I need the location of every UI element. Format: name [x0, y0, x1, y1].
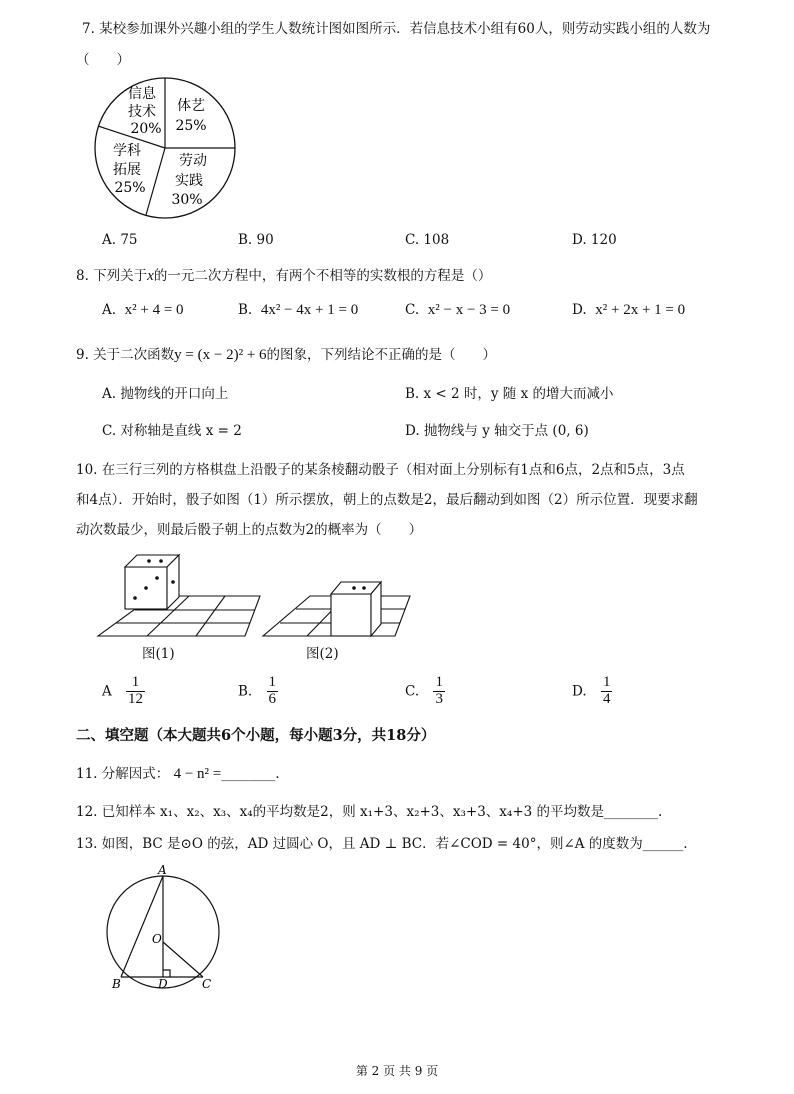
- q13-figure: [100, 862, 230, 994]
- q10-option-a-fraction: [126, 675, 145, 708]
- pie-percent-labor: 30%: [171, 192, 203, 208]
- q9-stem-a: 9. 关于二次函数: [76, 347, 175, 363]
- q8-option-b: [238, 302, 358, 319]
- q9-option-a: A. 抛物线的开口向上: [102, 386, 229, 402]
- q8-option-a: [102, 302, 184, 319]
- q9-option-d: D. 抛物线与 y 轴交于点 (0, 6): [405, 423, 589, 439]
- label-b: B: [112, 977, 121, 991]
- q10-line1: 10. 在三行三列的方格棋盘上沿骰子的某条棱翻动骰子（相对面上分别标有1点和6点，2点和5点，3点: [76, 462, 685, 478]
- q8-option-a-expr: x² + 4 = 0: [124, 302, 184, 318]
- q8-option-c: [405, 302, 510, 319]
- q10-fig1-caption: 图(1): [142, 646, 175, 662]
- q13: 13. 如图，BC 是⊙O 的弦，AD 过圆心 O，且 AD ⊥ BC．若∠COD = 40°，则∠A 的度数为______.: [76, 836, 688, 852]
- label-d: D: [158, 977, 168, 991]
- q8-var: x: [147, 268, 154, 284]
- q10-option-b: [238, 675, 278, 708]
- q9-stem-b: 的图象，下列结论不正确的是（ ）: [266, 347, 497, 363]
- frac-den: 12: [128, 690, 144, 707]
- q10-option-b-letter: B.: [238, 683, 253, 700]
- q8-option-c-letter: C.: [405, 302, 420, 318]
- q8-option-b-expr: 4x² − 4x + 1 = 0: [260, 302, 359, 318]
- q7-pie-chart: [90, 76, 242, 224]
- q11: [76, 762, 280, 783]
- pie-label-labor-1: 劳动: [179, 153, 207, 169]
- label-c: C: [202, 977, 212, 991]
- q8-option-d: [572, 302, 685, 319]
- page-footer: 第 2 页 共 9 页: [355, 1064, 439, 1078]
- q10-figure1: [95, 550, 265, 640]
- pie-label-labor-2: 实践: [175, 173, 203, 189]
- frac-num: 1: [435, 674, 443, 690]
- pie-divider-bottom: [146, 148, 165, 215]
- q10-option-a-letter: A: [102, 683, 112, 700]
- frac-num: 1: [602, 674, 611, 690]
- label-a: A: [158, 863, 167, 877]
- die2-front: [331, 594, 371, 636]
- q10-option-c: [405, 675, 445, 708]
- q8-option-d-expr: x² + 2x + 1 = 0: [595, 302, 686, 318]
- q9-func: y = (x − 2)² + 6: [174, 347, 267, 363]
- segment-oc: [163, 942, 203, 977]
- q7-stem: 7. 某校参加课外兴趣小组的学生人数统计图如图所示．若信息技术小组有60人，则劳动实践小组的人数为: [82, 21, 711, 37]
- q8-option-b-letter: B.: [238, 302, 253, 318]
- q8-stem: [76, 264, 491, 285]
- pie-percent-arts: 25%: [175, 118, 207, 134]
- pie-percent-subject: 25%: [114, 180, 146, 196]
- q9-stem: [76, 343, 496, 364]
- q7-option-a: A. 75: [102, 232, 138, 248]
- q9-option-c: C. 对称轴是直线 x = 2: [102, 423, 242, 439]
- frac-den: 4: [602, 690, 611, 707]
- frac-den: 6: [268, 690, 277, 707]
- q7-option-d: D. 120: [572, 232, 617, 248]
- label-o: O: [152, 932, 162, 946]
- q10-option-d-letter: D.: [572, 683, 587, 700]
- pie-label-subject-1: 学科: [113, 143, 141, 159]
- q10-figure2: [260, 575, 420, 640]
- q11-stem: 11. 分解因式：: [76, 766, 170, 782]
- q8-stem-a: 8. 下列关于: [76, 268, 148, 284]
- q11-expr: 4 − n² =: [173, 766, 222, 782]
- pie-label-info-2: 技术: [128, 104, 156, 120]
- pie-label-subject-2: 拓展: [113, 162, 141, 178]
- frac-num: 1: [126, 675, 145, 692]
- q10-option-b-fraction: [267, 675, 279, 708]
- q8-option-a-letter: A.: [102, 302, 117, 318]
- section2-title: 二、填空题（本大题共6个小题，每小题3分，共18分）: [76, 727, 436, 744]
- q10-fig2-caption: 图(2): [306, 646, 339, 662]
- pie-label-arts: 体艺: [177, 98, 205, 114]
- pie-percent-info: 20%: [130, 121, 162, 137]
- q10-option-c-letter: C.: [405, 683, 420, 700]
- pie-label-info-1: 信息: [128, 86, 156, 102]
- q10-line2: 和4点）．开始时，骰子如图（1）所示摆放，朝上的点数是2，最后翻动到如图（2）所示位置．现要求翻: [76, 492, 698, 508]
- frac-num: 1: [268, 674, 277, 690]
- q9-option-b: B. x < 2 时，y 随 x 的增大而减小: [405, 386, 614, 402]
- q12: 12. 已知样本 x₁、x₂、x₃、x₄的平均数是2，则 x₁+3、x₂+3、x₃+3、x₄+3 的平均数是________.: [76, 804, 663, 820]
- frac-den: 3: [435, 690, 443, 707]
- q10-option-d: [572, 675, 612, 708]
- q10-option-a: [102, 675, 145, 708]
- q10-option-c-fraction: [433, 675, 445, 708]
- q11-blank: ________.: [221, 766, 280, 782]
- q7-option-c: C. 108: [405, 232, 450, 248]
- q8-option-c-expr: x² − x − 3 = 0: [427, 302, 511, 318]
- right-angle-mark: [163, 970, 170, 977]
- q8-option-d-letter: D.: [572, 302, 587, 318]
- q10-option-d-fraction: [601, 675, 613, 708]
- segment-ab: [121, 876, 163, 977]
- q7-answer-paren: （ ）: [76, 52, 130, 68]
- q7-option-b: B. 90: [238, 232, 274, 248]
- q10-line3: 动次数最少，则最后骰子朝上的点数为2的概率为（ ）: [76, 522, 423, 538]
- q8-stem-b: 的一元二次方程中，有两个不相等的实数根的方程是（）: [153, 268, 492, 284]
- board1-outline: [98, 596, 260, 636]
